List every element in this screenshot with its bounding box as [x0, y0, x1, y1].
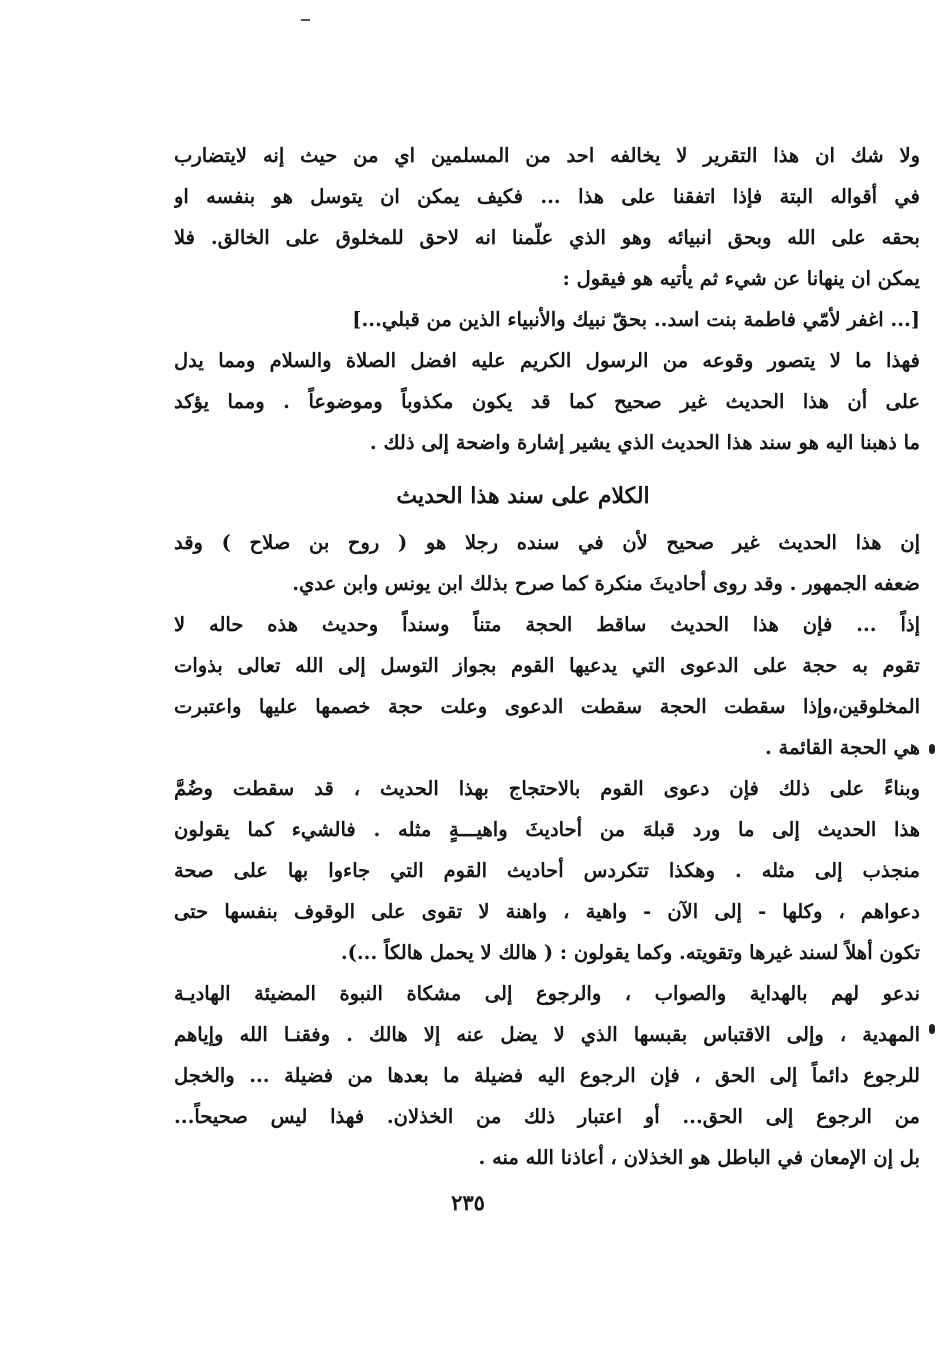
- text-line: دعواهم ، وكلها - إلى الآن - واهية ، واهنة لا تقوى على الوقوف بنفسها حتى: [174, 900, 920, 923]
- paragraph-6: [174, 973, 920, 1178]
- text-line: في أقواله البتة فإذا اتفقنا على هذا ... فكيف يمكن ان يتوسل هو بنفسه او: [174, 185, 920, 208]
- text-line: المهدية ، وإلى الاقتباس بقبسها الذي لا يضل عنه إلا هالك . وفقنـا الله وإياهم: [174, 1023, 920, 1046]
- paragraph-5: [174, 768, 920, 973]
- quote-line: [... اغفر لأمّي فاطمة بنت اسد.. بحقّ نبيك والأنبياء الذين من قبلي...]: [352, 308, 920, 331]
- text-line: تقوم به حجة على الدعوى التي يدعيها القوم بجواز التوسل إلى الله تعالى بذوات: [174, 654, 920, 677]
- text-line: للرجوع دائماً إلى الحق ، فإن الرجوع اليه فضيلة ما بعدها من فضيلة ... والخجل: [174, 1064, 920, 1087]
- text-line: بل إن الإمعان في الباطل هو الخذلان ، أعاذنا الله منه .: [478, 1146, 920, 1169]
- text-line: من الرجوع إلى الحق... أو اعتبار ذلك من الخذلان. فهذا ليس صحيحاً...: [174, 1105, 920, 1128]
- text-line: منجذب إلى مثله . وهكذا تتكردس أحاديث القوم التي جاءوا بها على صحة: [174, 859, 920, 882]
- text-line: هذا الحديث إلى ما ورد قبلهَ من أحاديثَ واهيـــةٍ مثله . فالشيء كما يقولون: [174, 818, 920, 841]
- text-line: هي الحجة القائمة .: [764, 736, 920, 759]
- text-line: إن هذا الحديث غير صحيح لأن في سنده رجلا هو ( روح بن صلاح ) وقد: [174, 531, 920, 554]
- text-line: ندعو لهم بالهداية والصواب ، والرجوع إلى مشكاة النبوة المضيئة الهاديـة: [174, 982, 920, 1005]
- section-heading: الكلام على سند هذا الحديث: [396, 483, 650, 509]
- scan-edge-mark: [929, 1024, 935, 1034]
- paragraph-4: [174, 604, 920, 768]
- ink-speck: [301, 19, 310, 21]
- scan-edge-mark: [929, 744, 935, 754]
- paragraph-3: [174, 522, 920, 604]
- text-line: على أن هذا الحديث غير صحيح كما قد يكون مكذوباً وموضوعاً . ومما يؤكد: [174, 390, 920, 413]
- text-line: ما ذهبنا اليه هو سند هذا الحديث الذي يشير إشارة واضحة إلى ذلك .: [369, 431, 920, 454]
- text-line: تكون أهلاً لسند غيرها وتقويته. وكما يقولون : ( هالك لا يحمل هالكاً ...).: [340, 941, 920, 964]
- text-line: ضعفه الجمهور . وقد روى أحاديثَ منكرة كما صرح بذلك ابن يونس وابن عدي.: [292, 572, 920, 595]
- paragraph-2: [174, 340, 920, 463]
- text-line: المخلوقين،وإذا سقطت الحجة سقطت الدعوى وعلت حجة خصمها عليها واعتبرت: [174, 695, 920, 718]
- text-line: فهذا ما لا يتصور وقوعه من الرسول الكريم عليه افضل الصلاة والسلام ومما يدل: [174, 349, 920, 372]
- page-number: ٢٣٥: [451, 1190, 485, 1215]
- text-line: بحقه على الله وبحق انبيائه وهو الذي علّمنا انه لاحق للمخلوق على الخالق. فلا: [174, 226, 920, 249]
- text-line: ولا شك ان هذا التقرير لا يخالفه احد من المسلمين اي من حيث إنه لايتضارب: [174, 144, 920, 167]
- hadith-quote: [174, 299, 920, 340]
- paragraph-1: [174, 135, 920, 299]
- text-line: يمكن ان ينهانا عن شيء ثم يأتيه هو فيقول :: [562, 267, 920, 290]
- text-line: وبناءً على ذلك فإن دعوى القوم بالاحتجاج بهذا الحديث ، قد سقطت وضُمَّ: [174, 777, 920, 800]
- text-line: إذاً ... فإن هذا الحديث ساقط الحجة متناً وسنداً وحديث هذه حاله لا: [174, 613, 920, 636]
